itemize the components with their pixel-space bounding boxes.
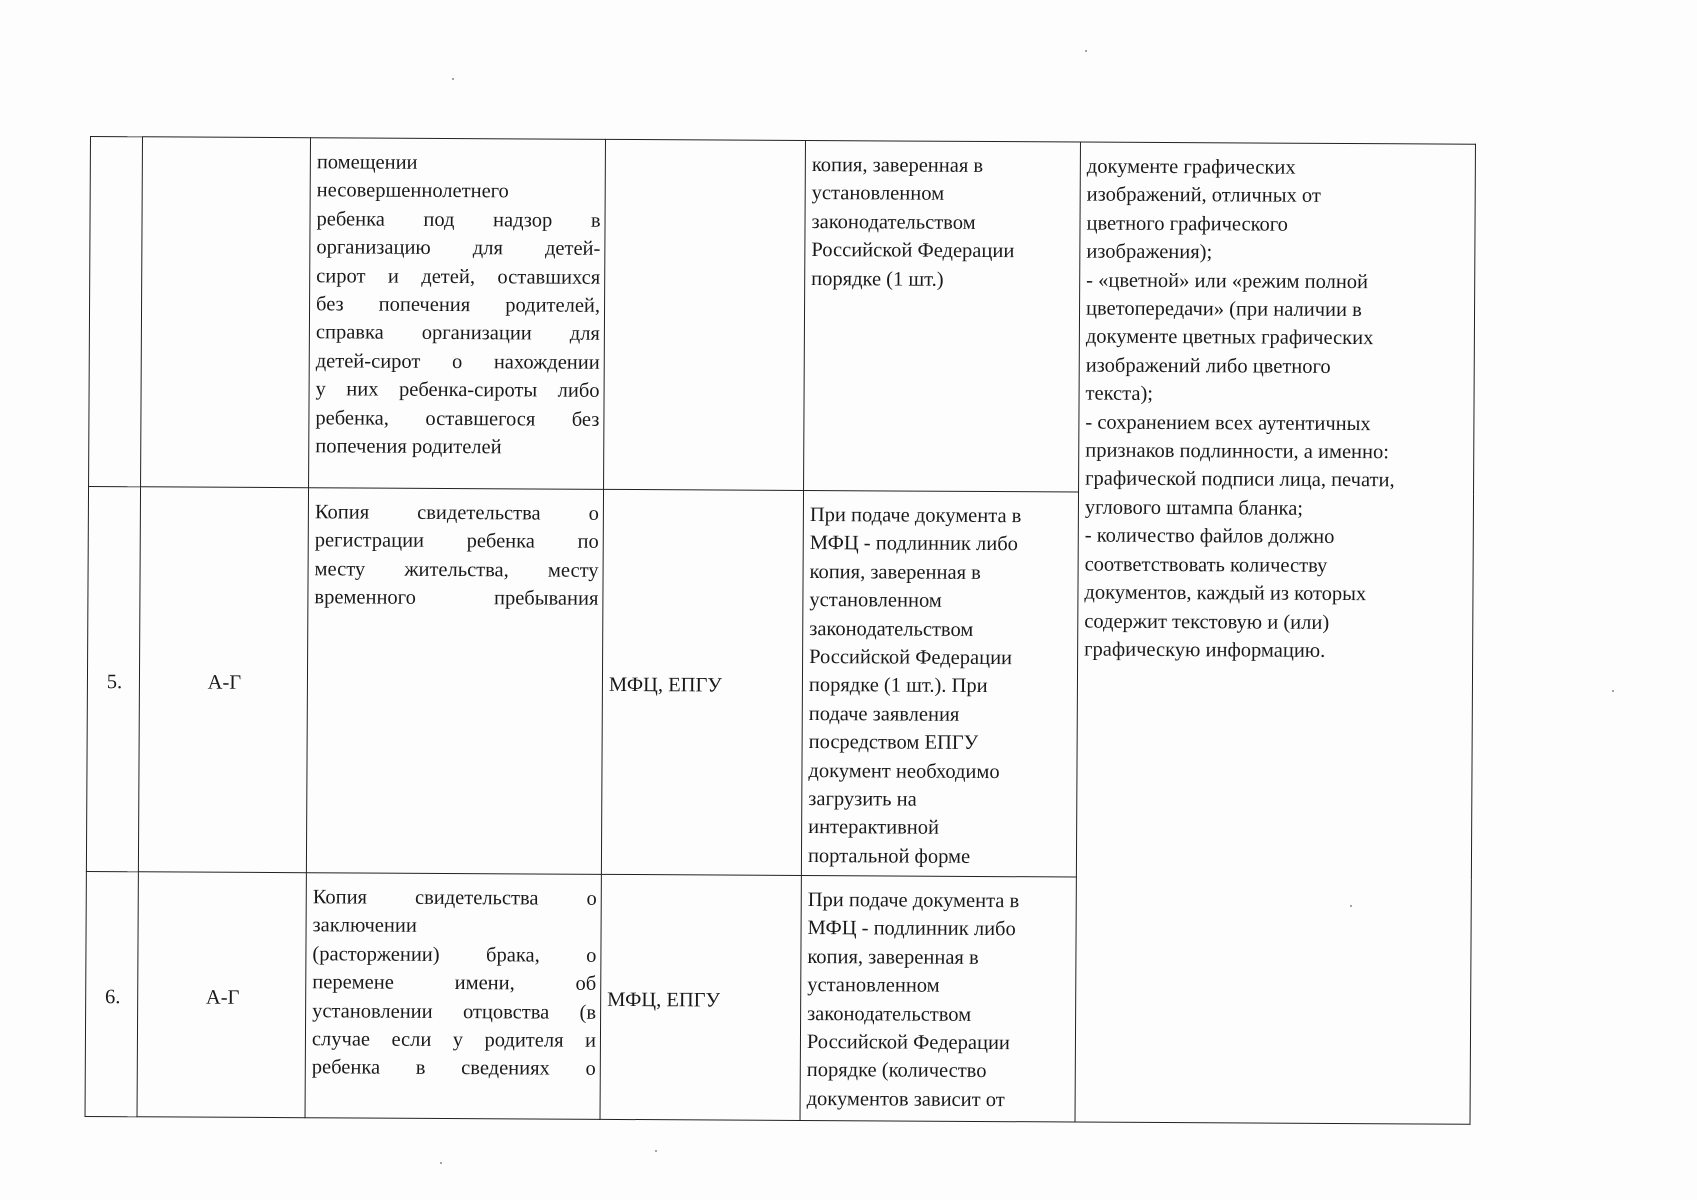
scan-speck bbox=[452, 78, 454, 80]
requirement-line: графической подписи лица, печати, bbox=[1085, 468, 1395, 492]
document-line: ребенка в сведениях о bbox=[311, 1056, 596, 1081]
form-line: МФЦ - подлинник либо bbox=[809, 532, 1018, 556]
requirement-line: соответствовать количеству bbox=[1084, 553, 1328, 577]
form-line: установленном bbox=[811, 182, 945, 206]
requirement-line: - количество файлов должно bbox=[1084, 524, 1335, 549]
row-number: 6. bbox=[104, 985, 121, 1008]
row-number-cell bbox=[86, 486, 140, 871]
category-label: А-Г bbox=[205, 986, 240, 1009]
document-line: заключении bbox=[312, 914, 417, 938]
document-line: установлении отцовства (в bbox=[312, 999, 597, 1024]
document-name-cell bbox=[309, 138, 606, 490]
form-line: Российской Федерации bbox=[809, 646, 1013, 670]
document-line: Копия свидетельства о bbox=[312, 886, 597, 910]
submission-method: МФЦ, ЕПГУ bbox=[607, 988, 721, 1012]
document-line: без попечения родителей, bbox=[316, 293, 601, 317]
document-line: несовершеннолетнего bbox=[316, 179, 509, 203]
category-label: А-Г bbox=[207, 671, 242, 694]
scan-speck bbox=[655, 1150, 657, 1152]
requirement-line: документе цветных графических bbox=[1085, 326, 1374, 350]
requirement-line: - сохранением всех аутентичных bbox=[1085, 411, 1371, 435]
form-line: При подаче документа в bbox=[809, 504, 1022, 528]
requirement-line: цветопередачи» (при наличии в bbox=[1085, 297, 1362, 322]
form-line: законодательством bbox=[807, 1002, 972, 1026]
row-number: 5. bbox=[106, 670, 123, 693]
submission-method-cell bbox=[604, 139, 806, 490]
form-line: Российской Федерации bbox=[811, 239, 1015, 263]
requirements-cell bbox=[1075, 142, 1475, 1124]
requirement-line: изображения); bbox=[1086, 240, 1213, 264]
scan-speck bbox=[440, 1162, 442, 1164]
form-line: порядке (1 шт.). При bbox=[808, 674, 988, 698]
submission-method: МФЦ, ЕПГУ bbox=[608, 673, 722, 697]
row-number-cell bbox=[89, 137, 143, 487]
document-line: детей-сирот о нахождении bbox=[315, 350, 600, 374]
document-table-wrapper bbox=[85, 136, 1475, 1125]
category-cell bbox=[137, 872, 306, 1118]
document-line: ребенка, оставшегося без bbox=[315, 406, 600, 431]
document-line: сирот и детей, оставшихся bbox=[316, 264, 601, 289]
requirement-line: документов, каждый из которых bbox=[1084, 581, 1367, 606]
form-line: При подаче документа в bbox=[807, 889, 1020, 913]
form-line: портальной форме bbox=[807, 844, 971, 868]
category-cell bbox=[141, 137, 311, 488]
document-line: у них ребенка-сироты либо bbox=[315, 378, 600, 403]
document-line: месту жительства, месту bbox=[314, 558, 599, 582]
form-line: копия, заверенная в bbox=[811, 154, 984, 177]
category-cell bbox=[138, 487, 308, 873]
form-line: установленном bbox=[809, 589, 942, 612]
requirement-line: графическую информацию. bbox=[1084, 638, 1326, 662]
table-row bbox=[89, 137, 1476, 495]
submission-method-cell bbox=[600, 874, 801, 1120]
document-line: временного пребывания bbox=[314, 586, 599, 611]
form-line: загрузить на bbox=[808, 788, 917, 811]
requirement-line: документе графических bbox=[1086, 155, 1296, 179]
requirement-line: цветного графического bbox=[1086, 212, 1289, 236]
document-line: организацию для детей- bbox=[316, 236, 601, 261]
scan-speck bbox=[1612, 690, 1614, 692]
form-line: законодательством bbox=[809, 617, 974, 641]
requirement-line: признаков подлинности, а именно: bbox=[1085, 439, 1390, 464]
document-form-cell bbox=[800, 875, 1076, 1122]
document-form-cell bbox=[804, 140, 1081, 492]
document-line: регистрации ребенка по bbox=[314, 529, 599, 554]
document-line: случае если у родителя и bbox=[311, 1028, 597, 1052]
document-line: справка организации для bbox=[315, 321, 600, 346]
documents-table bbox=[85, 136, 1476, 1125]
requirement-line: изображений либо цветного bbox=[1085, 354, 1331, 378]
document-line: перемене имени, об bbox=[312, 971, 597, 996]
form-line: законодательством bbox=[811, 210, 976, 234]
form-line: интерактивной bbox=[808, 816, 940, 840]
form-line: порядке (количество bbox=[806, 1059, 987, 1083]
form-line: установленном bbox=[807, 974, 940, 997]
requirement-line: - «цветной» или «режим полной bbox=[1086, 269, 1369, 293]
document-name-cell bbox=[305, 873, 601, 1120]
document-line: помещении bbox=[316, 151, 418, 174]
scan-speck bbox=[1085, 50, 1087, 52]
submission-method-cell bbox=[601, 489, 803, 875]
requirement-line: содержит текстовую и (или) bbox=[1084, 610, 1330, 634]
document-form-cell bbox=[801, 490, 1078, 877]
form-line: копия, заверенная в bbox=[807, 945, 979, 969]
form-line: документов зависит от bbox=[806, 1087, 1005, 1111]
row-number-cell bbox=[85, 871, 138, 1116]
document-line: Копия свидетельства о bbox=[314, 501, 599, 525]
form-line: Российской Федерации bbox=[806, 1031, 1010, 1055]
document-line: ребенка под надзор в bbox=[316, 208, 601, 232]
document-line: попечения родителей bbox=[315, 435, 502, 459]
requirement-line: углового штампа бланка; bbox=[1084, 496, 1304, 520]
document-name-cell bbox=[306, 488, 603, 875]
form-line: копия, заверенная в bbox=[809, 560, 981, 584]
form-line: документ необходимо bbox=[808, 759, 1000, 783]
requirement-line: текста); bbox=[1085, 382, 1154, 406]
form-line: МФЦ - подлинник либо bbox=[807, 917, 1016, 941]
requirement-line: изображений, отличных от bbox=[1086, 183, 1321, 208]
form-line: посредством ЕПГУ bbox=[808, 731, 979, 755]
form-line: подаче заявления bbox=[808, 702, 960, 726]
form-line: порядке (1 шт.) bbox=[811, 267, 944, 291]
document-line: (расторжении) брака, о bbox=[312, 943, 597, 967]
